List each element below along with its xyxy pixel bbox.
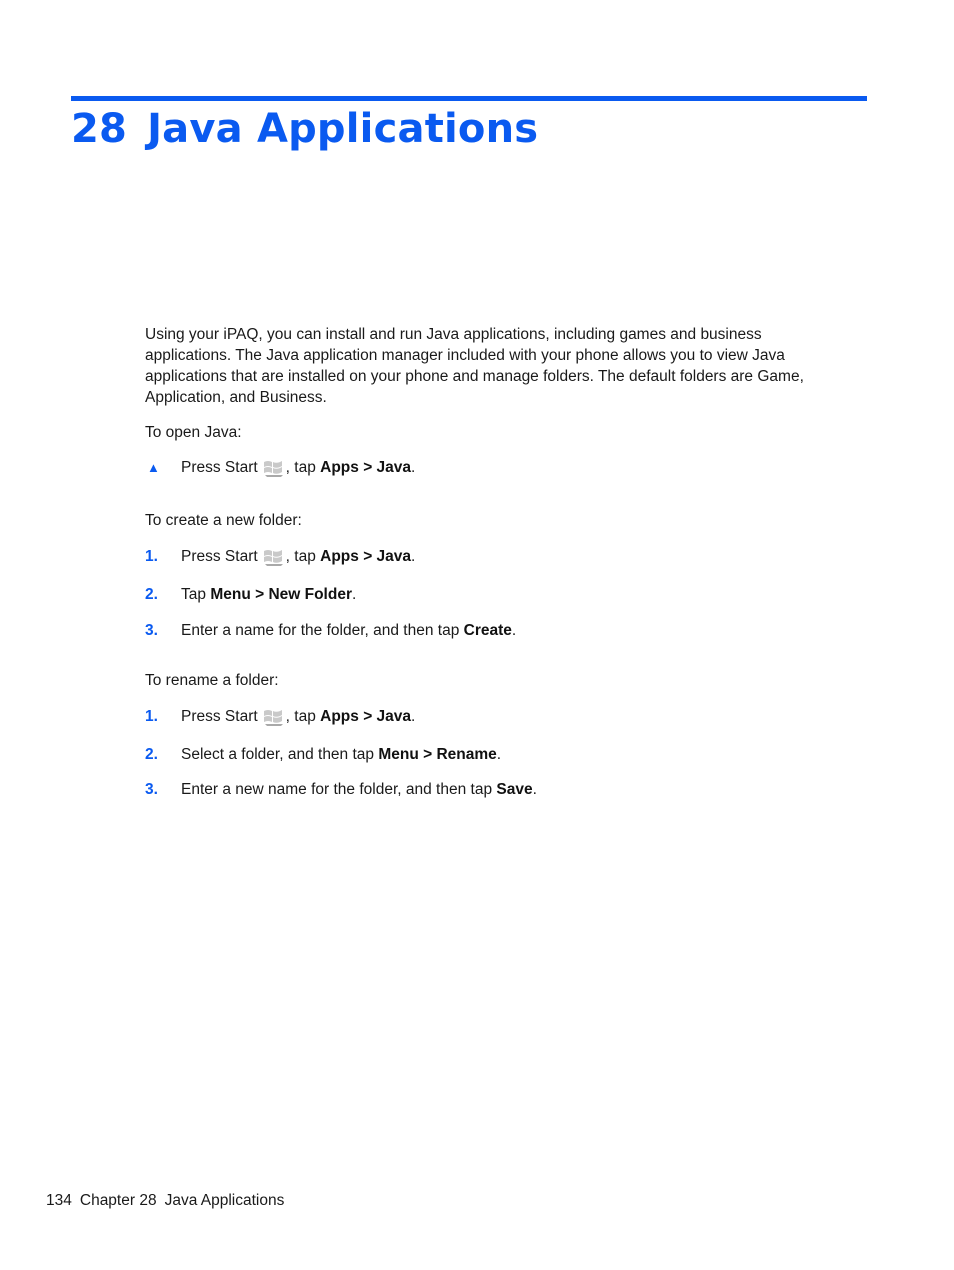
page-footer: [46, 1190, 292, 1212]
step-number: 3.: [145, 622, 158, 639]
step-text: Enter a new name for the folder, and then tap Save.: [181, 781, 537, 798]
step-number: 3.: [145, 781, 158, 798]
step-number: 1.: [145, 548, 158, 565]
step-bold: Create: [463, 622, 512, 639]
open-java-lead: To open Java:: [145, 424, 242, 441]
windows-start-icon: [262, 547, 284, 567]
step-text: Press Start , tap Apps > Java.: [181, 459, 416, 476]
windows-start-icon: [262, 458, 284, 478]
step-bold: Apps > Java: [320, 708, 412, 725]
step-text: Select a folder, and then tap Menu > Rename.: [181, 746, 502, 763]
step-bold: Apps > Java: [320, 548, 412, 565]
step-text: Press Start , tap Apps > Java.: [181, 548, 416, 565]
chapter-number: 28: [71, 106, 128, 152]
step-text: Enter a name for the folder, and then tap Create.: [181, 622, 517, 639]
footer-title: Java Applications: [164, 1192, 285, 1209]
step-bold: Apps > Java: [320, 459, 412, 476]
rename-folder-lead: To rename a folder:: [145, 672, 279, 689]
chapter-title: [71, 104, 538, 154]
step-text: Tap Menu > New Folder.: [181, 586, 357, 603]
step-number: 2.: [145, 586, 158, 603]
page-number: 134: [46, 1192, 72, 1209]
step-bold: Menu > New Folder: [210, 586, 352, 603]
footer-chapter: Chapter 28: [79, 1192, 157, 1209]
step-number: 2.: [145, 746, 158, 763]
step-number: 1.: [145, 708, 158, 725]
chapter-title-text: Java Applications: [147, 106, 539, 152]
intro-paragraph: Using your iPAQ, you can install and run Java applications, including games and business applications. The Java application manager included with your phone allows you to view Java applications that are installed on your phone and manage folders. The default folders are Game, Application, and Business.: [145, 326, 804, 406]
step-bold: Menu > Rename: [378, 746, 497, 763]
title-rule: [71, 96, 867, 101]
triangle-bullet-icon: ▲: [147, 460, 160, 475]
step-bold: Save: [496, 781, 533, 798]
step-text: Press Start , tap Apps > Java.: [181, 708, 416, 725]
windows-start-icon: [262, 707, 284, 727]
create-folder-lead: To create a new folder:: [145, 512, 302, 529]
